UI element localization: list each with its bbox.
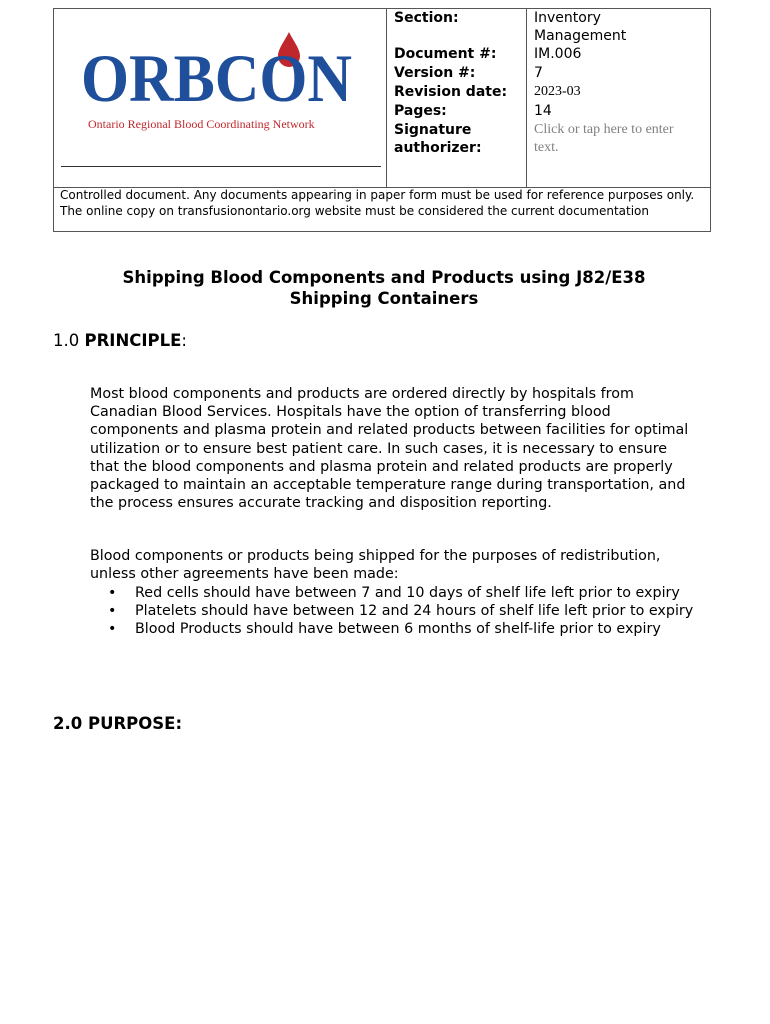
document-header	[53, 8, 711, 232]
principle-paragraph-2: Blood components or products being shipped for the purposes of redistribution, unless other agreements have been made:	[90, 548, 661, 583]
signature-authorizer-label: Signature authorizer:	[394, 122, 482, 156]
document-number-label: Document #:	[394, 46, 497, 62]
signature-authorizer-input[interactable]: Click or tap here to enter text.	[534, 122, 674, 155]
principle-paragraph-1: Most blood components and products are ordered directly by hospitals from Canadian Blood Services. Hospitals have the option of transferring blood components and plasma protein and related products between facilities for optimal utilization or to ensure best patient care. In such cases, it is necessary to ensure that the blood components and plasma protein and related products are properly packaged to maintain an acceptable temperature range during transportation, and the process ensures accurate tracking and disposition reporting.	[90, 386, 689, 512]
list-item-text: Blood Products should have between 6 months of shelf-life prior to expiry	[135, 621, 661, 638]
shelf-life-list	[108, 584, 698, 639]
logo-cell	[54, 9, 387, 187]
document-title-line-1: Shipping Blood Components and Products using J82/E38	[122, 268, 646, 287]
list-item	[108, 602, 698, 620]
section-1-heading	[53, 330, 187, 351]
signature-line	[61, 166, 381, 167]
section-2-heading: 2.0 PURPOSE:	[53, 714, 183, 733]
revision-date-label: Revision date:	[394, 84, 508, 100]
version-label: Version #:	[394, 65, 476, 81]
meta-column-divider	[526, 9, 527, 187]
document-meta-table	[387, 9, 711, 187]
logo-wordmark: ORBCON	[81, 40, 352, 116]
pages-label: Pages:	[394, 103, 447, 119]
document-title-line-2: Shipping Containers	[289, 289, 479, 308]
bullet-icon: •	[108, 585, 117, 601]
list-item-text: Platelets should have between 12 and 24 hours of shelf life left prior to expiry	[135, 603, 694, 620]
orbcon-logo	[54, 9, 387, 119]
document-number-value: IM.006	[534, 46, 582, 62]
section-value: Inventory Management	[534, 10, 627, 44]
version-value: 7	[534, 65, 543, 81]
logo-subtitle: Ontario Regional Blood Coordinating Network	[88, 117, 315, 131]
controlled-document-notice: Controlled document. Any documents appearing in paper form must be used for reference purposes only. The online copy on transfusionontario.org website must be considered the current documentation	[54, 187, 710, 232]
section-1-number: 1.0	[53, 331, 80, 350]
list-item-text: Red cells should have between 7 and 10 days of shelf life left prior to expiry	[135, 585, 680, 601]
document-title	[60, 267, 708, 309]
section-label: Section:	[394, 10, 459, 26]
bullet-icon: •	[108, 621, 117, 638]
list-item	[108, 620, 698, 638]
section-1-title: PRINCIPLE	[84, 331, 182, 350]
list-item	[108, 584, 698, 602]
revision-date-value: 2023-03	[534, 84, 581, 99]
bullet-icon: •	[108, 603, 117, 620]
pages-value: 14	[534, 103, 552, 119]
section-1-colon: :	[181, 331, 187, 350]
